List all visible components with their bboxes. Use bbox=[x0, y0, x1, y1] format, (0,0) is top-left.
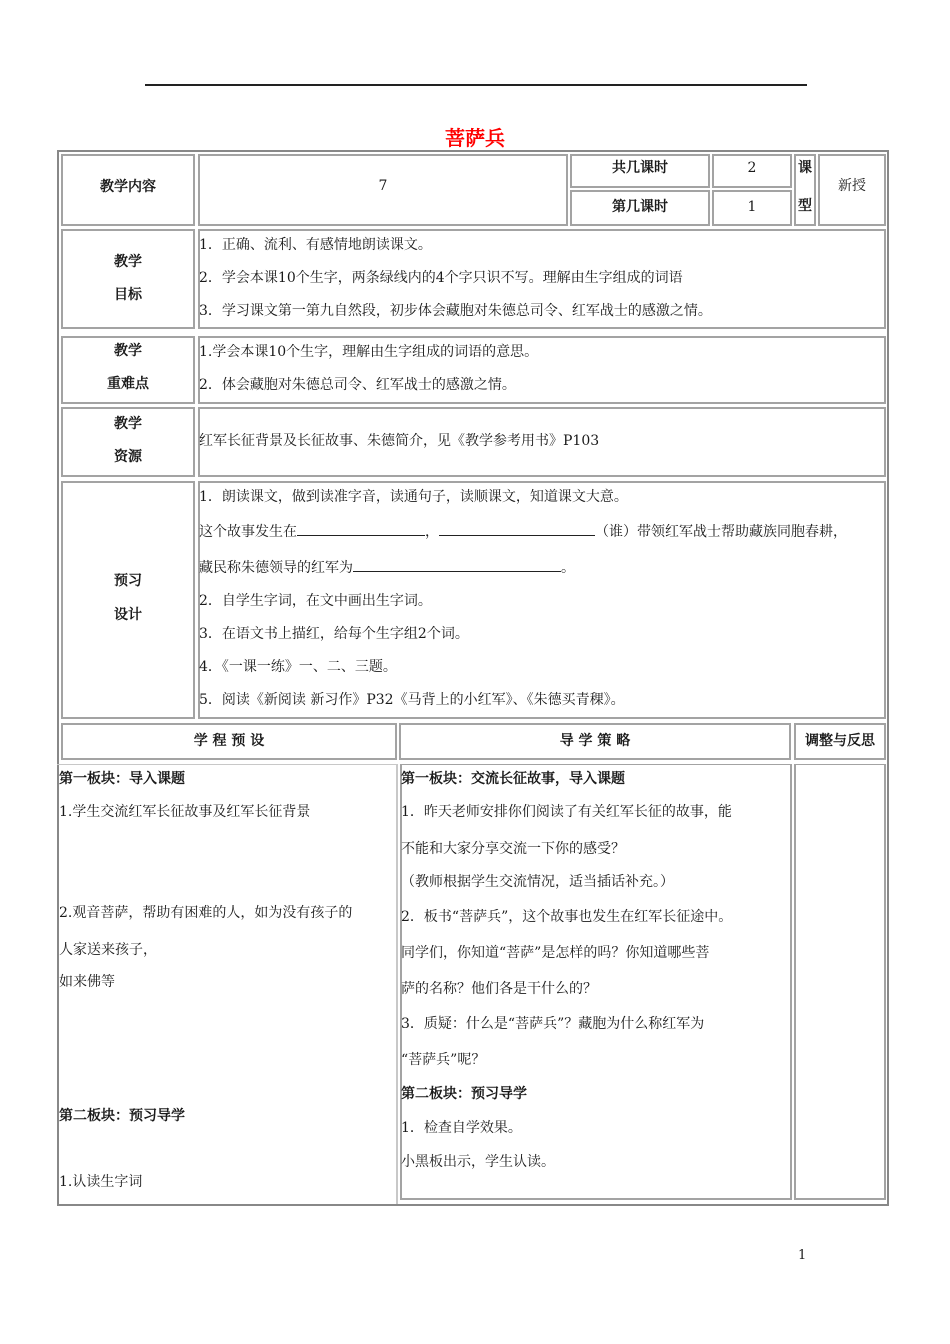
content-value: 7 bbox=[378, 178, 388, 194]
lesson-type-label-2: 型 bbox=[798, 198, 812, 214]
reflection-body-cell bbox=[794, 764, 886, 1200]
process-block-title: 第二板块：预习导学 bbox=[59, 1108, 185, 1124]
which-hour-value: 1 bbox=[747, 199, 757, 215]
preview-label-cell bbox=[61, 481, 195, 719]
col-header-process: 学 程 预 设 bbox=[193, 733, 265, 749]
strategy-line: 同学们，你知道“菩萨”是怎样的吗？你知道哪些菩 bbox=[401, 945, 710, 961]
answer-blank[interactable] bbox=[297, 521, 425, 536]
strategy-line: 2．板书“菩萨兵”，这个故事也发生在红军长征途中。 bbox=[401, 909, 733, 925]
process-item: 2.观音菩萨，帮助有困难的人，如为没有孩子的 bbox=[59, 905, 353, 921]
process-item: 人家送来孩子， bbox=[59, 942, 157, 958]
content-label: 教学内容 bbox=[100, 179, 156, 195]
goal-item: 3．学习课文第一第九自然段，初步体会藏胞对朱德总司令、红军战士的感激之情。 bbox=[199, 303, 712, 319]
total-hours-label: 共几课时 bbox=[612, 160, 668, 176]
strategy-line: （教师根据学生交流情况，适当插话补充。） bbox=[401, 874, 674, 890]
goals-label-1: 教学 bbox=[114, 254, 142, 270]
preview-line: 4．《一课一练》一、二、三题。 bbox=[199, 659, 397, 675]
preview-label-1: 预习 bbox=[114, 573, 142, 589]
keypoints-label-2: 重难点 bbox=[107, 376, 149, 392]
which-hour-label: 第几课时 bbox=[612, 199, 668, 215]
keypoints-label-1: 教学 bbox=[114, 343, 142, 359]
resources-text: 红军长征背景及长征故事、朱德简介，见《教学参考用书》P103 bbox=[199, 433, 600, 449]
header-rule bbox=[145, 84, 807, 86]
goals-label-2: 目标 bbox=[114, 287, 142, 303]
preview-fill-text: ， bbox=[425, 524, 439, 540]
preview-fill-text: 这个故事发生在 bbox=[199, 524, 297, 540]
resources-label-1: 教学 bbox=[114, 416, 142, 432]
lesson-type-label-1: 课 bbox=[798, 160, 812, 176]
preview-fill-line bbox=[199, 557, 575, 578]
preview-line: 3．在语文书上描红，给每个生字组2个词。 bbox=[199, 626, 469, 642]
preview-label-2: 设计 bbox=[114, 607, 142, 623]
strategy-line: “菩萨兵”呢？ bbox=[401, 1052, 486, 1068]
preview-fill-line bbox=[199, 521, 847, 542]
strategy-line: 1．昨天老师安排你们阅读了有关红军长征的故事，能 bbox=[401, 804, 732, 820]
strategy-block-title: 第二板块：预习导学 bbox=[401, 1086, 527, 1102]
total-hours-value: 2 bbox=[747, 160, 757, 176]
keypoint-item: 2．体会藏胞对朱德总司令、红军战士的感激之情。 bbox=[199, 377, 516, 393]
col-header-strategy: 导 学 策 略 bbox=[559, 733, 631, 749]
lesson-title: 菩萨兵 bbox=[445, 126, 505, 150]
preview-fill-text: 。 bbox=[561, 560, 575, 576]
strategy-block-title: 第一板块：交流长征故事，导入课题 bbox=[401, 771, 625, 787]
page-number: 1 bbox=[798, 1248, 807, 1263]
goal-item: 1．正确、流利、有感情地朗读课文。 bbox=[199, 237, 432, 253]
answer-blank[interactable] bbox=[353, 557, 561, 572]
goals-label-cell bbox=[61, 229, 195, 329]
process-block-title: 第一板块：导入课题 bbox=[59, 771, 185, 787]
preview-fill-text: 藏民称朱德领导的红军为 bbox=[199, 560, 353, 576]
col-header-reflection: 调整与反思 bbox=[805, 733, 875, 749]
strategy-line: 1．检查自学效果。 bbox=[401, 1120, 522, 1136]
preview-line: 1．朗读课文，做到读准字音，读通句子，读顺课文，知道课文大意。 bbox=[199, 489, 628, 505]
goal-item: 2．学会本课10个生字，两条绿线内的4个字只识不写。理解由生字组成的词语 bbox=[199, 270, 683, 286]
strategy-line: 萨的名称？他们各是干什么的？ bbox=[401, 981, 597, 997]
process-item: 1.学生交流红军长征故事及红军长征背景 bbox=[59, 804, 311, 820]
keypoint-item: 1.学会本课10个生字，理解由生字组成的词语的意思。 bbox=[199, 344, 539, 360]
strategy-line: 3．质疑：什么是“菩萨兵”？藏胞为什么称红军为 bbox=[401, 1016, 705, 1032]
process-item: 如来佛等 bbox=[59, 974, 115, 990]
preview-fill-text: （谁）带领红军战士帮助藏族同胞春耕， bbox=[595, 524, 847, 540]
strategy-line: 不能和大家分享交流一下你的感受？ bbox=[401, 841, 625, 857]
strategy-line: 小黑板出示，学生认读。 bbox=[401, 1154, 555, 1170]
answer-blank[interactable] bbox=[439, 521, 595, 536]
preview-line: 5．阅读《新阅读 新习作》P32《马背上的小红军》、《朱德买青稞》。 bbox=[199, 692, 625, 708]
process-item: 1.认读生字词 bbox=[59, 1174, 143, 1190]
lesson-type-value: 新授 bbox=[838, 178, 866, 194]
resources-label-2: 资源 bbox=[114, 449, 142, 465]
preview-line: 2．自学生字词，在文中画出生字词。 bbox=[199, 593, 432, 609]
